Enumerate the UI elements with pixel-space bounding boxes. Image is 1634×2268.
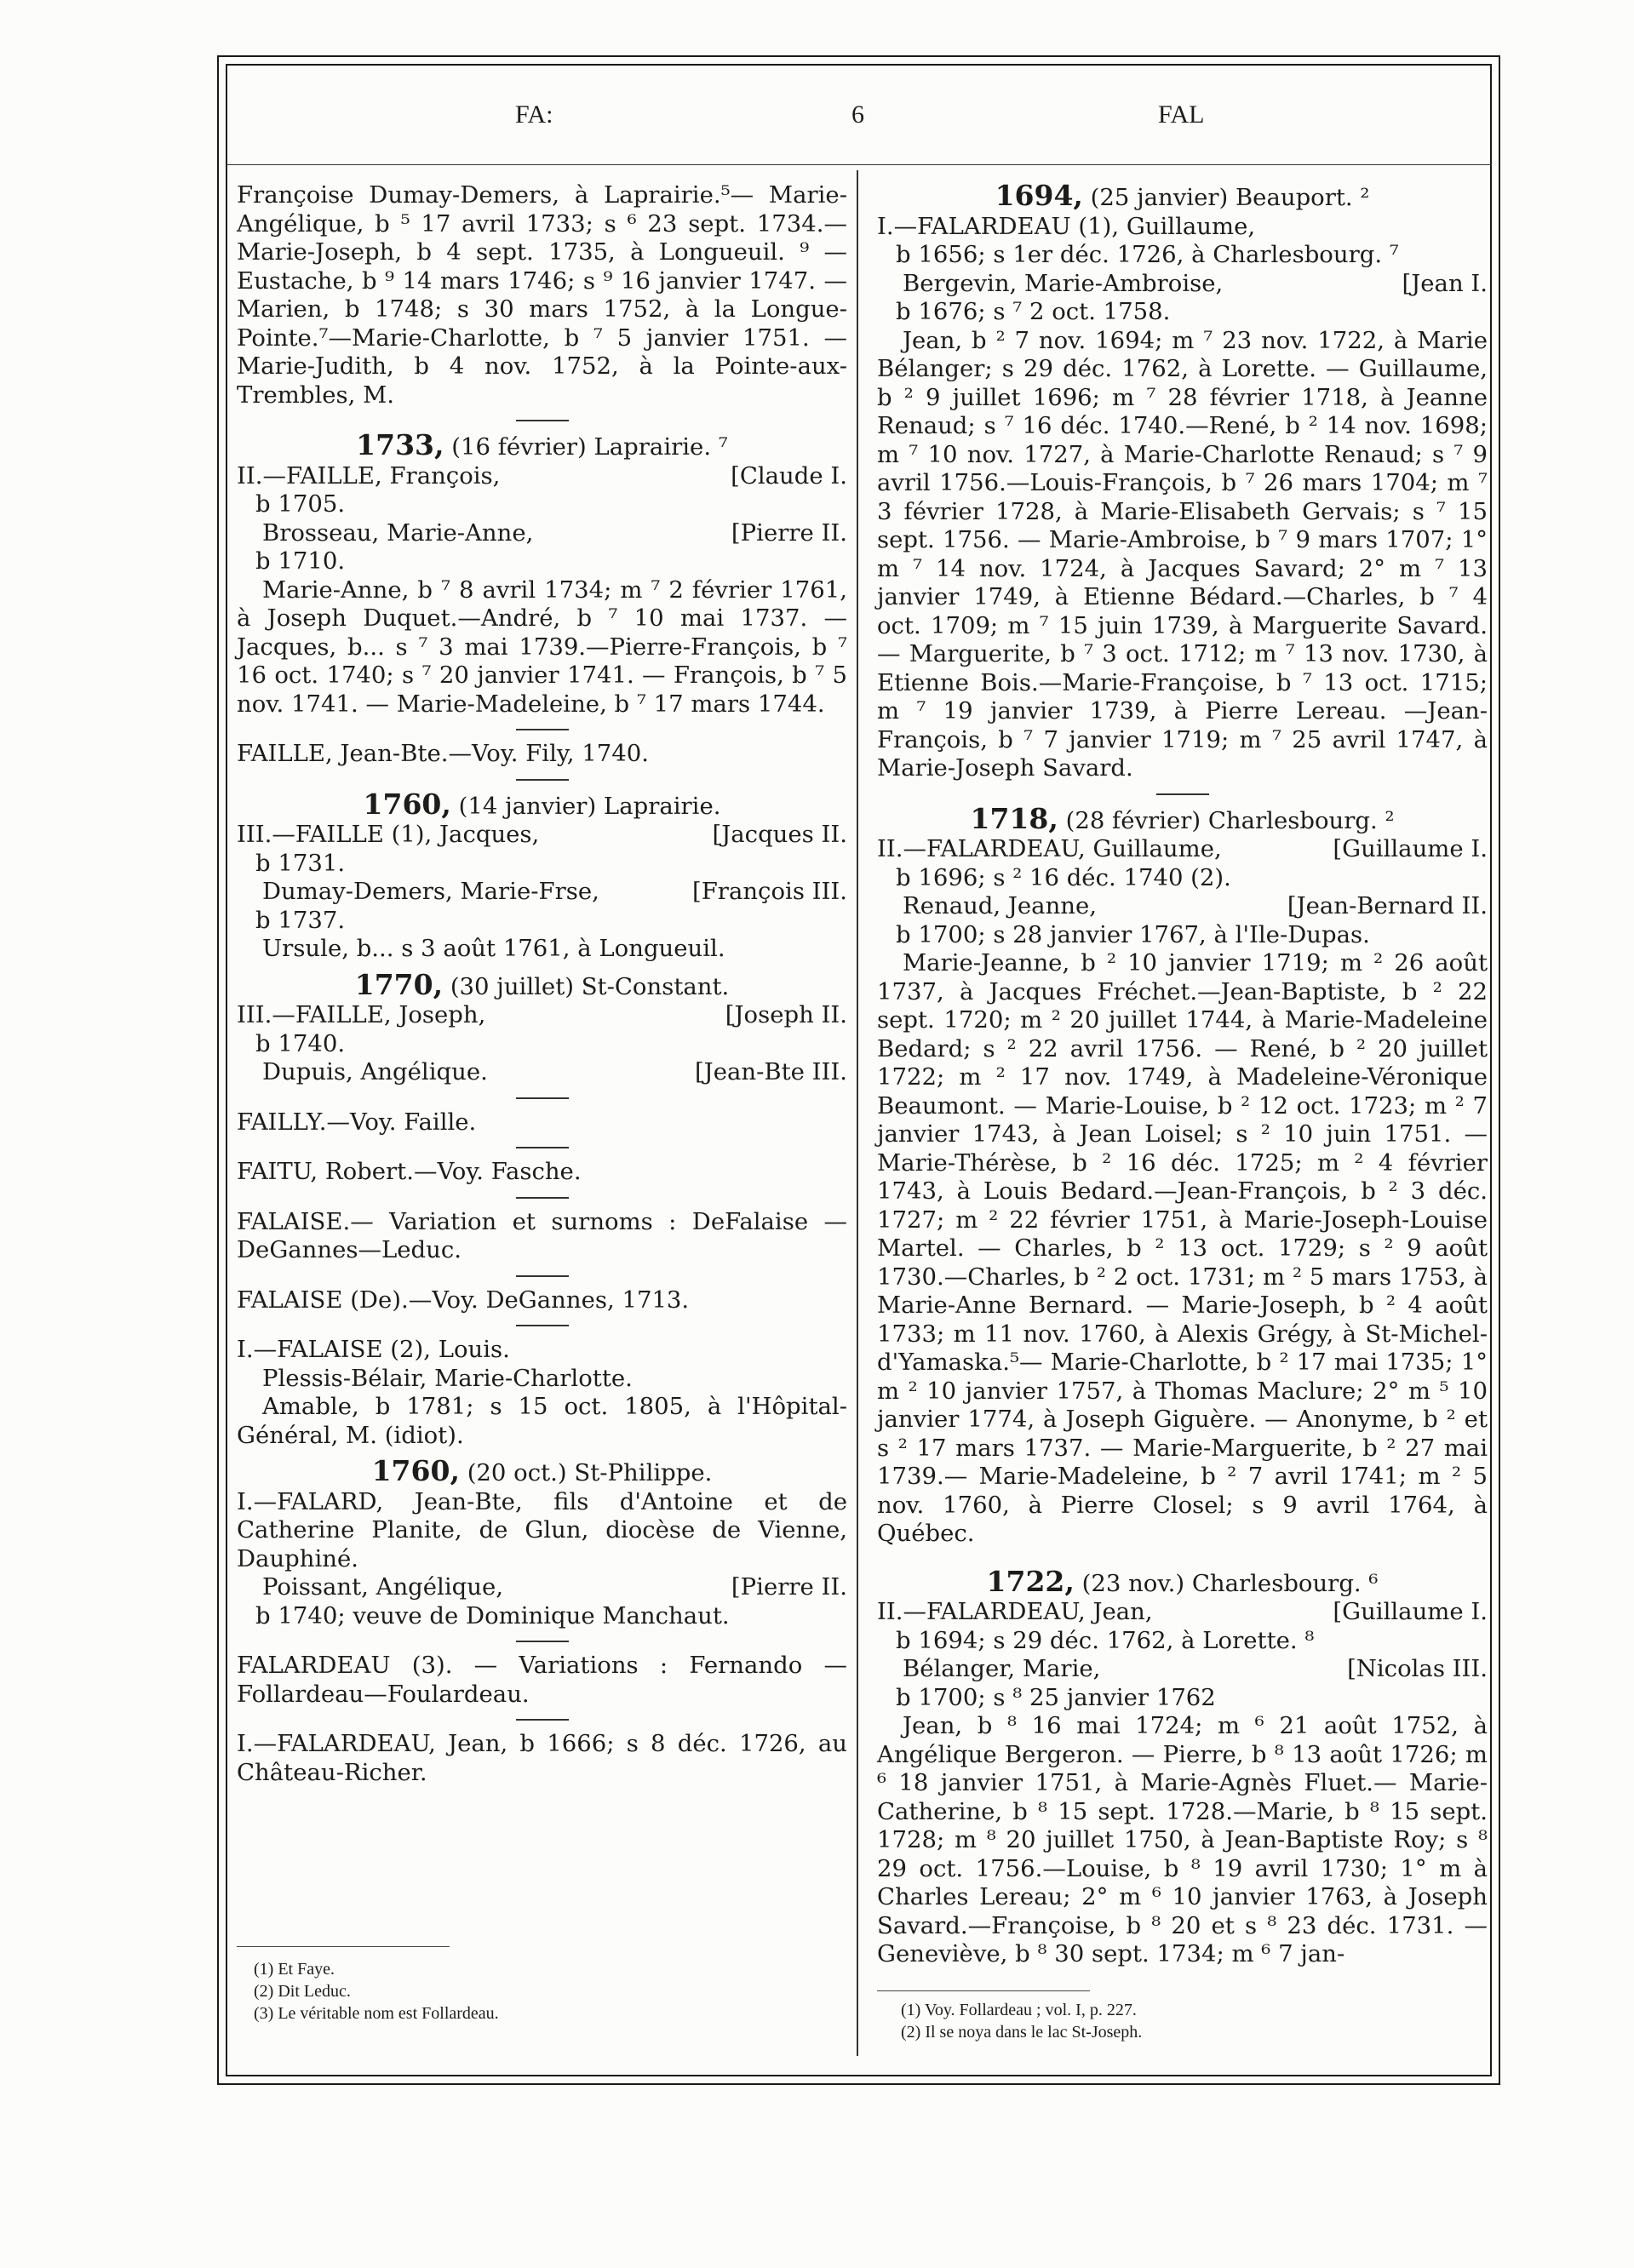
person-line (877, 835, 1488, 864)
footnote-rule-right (877, 1990, 1090, 1991)
person-line: I.—FALARD, Jean-Bte, fils d'Antoine et de Catherine Planite, de Glun, diocèse de Vienne, Dauphiné. (237, 1487, 847, 1572)
separator (516, 1641, 569, 1642)
spouse-line (237, 1573, 847, 1602)
separator (516, 1197, 569, 1199)
spouse-birth: b 1676; s ⁷ 2 oct. 1758. (896, 298, 1171, 325)
person-parent: [Guillaume I. (1333, 835, 1488, 862)
variations-entry: FALARDEAU (3). — Variations : Fernando — Follardeau—Foulardeau. (237, 1652, 847, 1708)
person-line: I.—FALAISE (2), Louis. (237, 1336, 510, 1363)
variations-entry: FALAISE.— Variation et surnoms : DeFalaise —DeGannes—Leduc. (237, 1207, 847, 1263)
spouse-parent: [Pierre II. (731, 1573, 847, 1601)
date-year: 1770, (354, 967, 444, 1001)
spouse-name: Dumay-Demers, Marie-Frse, (262, 878, 599, 905)
footnote: (1) Voy. Follardeau ; vol. I, p. 227. (901, 2001, 1137, 2019)
person-birth: b 1740. (255, 1029, 346, 1057)
date-year: 1694, (995, 179, 1083, 212)
spouse-name: Dupuis, Angélique. (262, 1058, 488, 1085)
spouse-line (237, 519, 847, 548)
children-paragraph: Amable, b 1781; s 15 oct. 1805, à l'Hôpital-Général, M. (idiot). (237, 1393, 847, 1449)
spouse-birth: b 1737. (255, 906, 346, 934)
person-birth: b 1705. (255, 490, 346, 518)
separator (516, 1275, 569, 1277)
marriage-date (877, 181, 1488, 213)
person-birth: b 1696; s ² 16 déc. 1740 (2). (896, 863, 1231, 891)
spouse-parent: [Pierre II. (731, 518, 847, 547)
entry-paragraph: Françoise Dumay-Demers, à Laprairie.⁵— Marie-Angélique, b ⁵ 17 avril 1733; s ⁶ 23 sept. 1734.—Marie-Joseph, b 4 sept. 1735, à Longueuil. ⁹ — Eustache, b ⁹ 14 mars 1746; s ⁹ 16 janvier 1747. —Marien, b 1748; s 30 mars 1752, à la Longue-Pointe.⁷—Marie-Charlotte, b ⁷ 5 janvier 1751. — Marie-Judith, b 4 nov. 1752, à la Pointe-aux-Trembles, M. (237, 181, 847, 409)
date-place: (23 nov.) Charlesbourg. ⁶ (1081, 1569, 1379, 1597)
footnotes-right (901, 1999, 1142, 2043)
person-line: I.—FALARDEAU (1), Guillaume, (877, 212, 1256, 240)
person-birth: b 1656; s 1er déc. 1726, à Charlesbourg. ⁷ (896, 241, 1399, 268)
footnote: (3) Le véritable nom est Follardeau. (254, 2004, 499, 2023)
person-name: II.—FALARDEAU, Jean, (877, 1598, 1153, 1625)
marriage-date (237, 428, 847, 462)
person-line (237, 1001, 847, 1030)
cross-reference: FALAISE (De).—Voy. DeGannes, 1713. (237, 1286, 690, 1314)
separator (516, 420, 569, 421)
date-year: 1722, (986, 1564, 1075, 1598)
column-divider (857, 170, 858, 2056)
separator (516, 1719, 569, 1721)
spouse-parent: [Nicolas III. (1347, 1655, 1488, 1682)
date-place: (20 oct.) St-Philippe. (467, 1459, 713, 1486)
spouse-birth: b 1710. (255, 547, 346, 575)
footnote: (1) Et Faye. (254, 1960, 335, 1979)
right-column (877, 181, 1488, 1969)
person-parent: [Claude I. (731, 461, 847, 490)
spouse-name: Poissant, Angélique, (262, 1573, 503, 1601)
person-line (877, 1598, 1488, 1627)
header-rule (226, 164, 1492, 165)
marriage-date (877, 801, 1488, 836)
children-paragraph: Ursule, b... s 3 août 1761, à Longueuil. (262, 935, 725, 962)
date-place: (28 février) Charlesbourg. ² (1065, 806, 1395, 834)
marriage-date (237, 967, 847, 1002)
spouse-name: Bergevin, Marie-Ambroise, (903, 269, 1224, 297)
separator (516, 779, 569, 781)
separator (516, 1097, 569, 1099)
person-birth: b 1694; s 29 déc. 1762, à Lorette. ⁸ (896, 1626, 1315, 1654)
running-head-right: FAL (1158, 100, 1205, 129)
cross-reference: FAILLY.—Voy. Faille. (237, 1108, 477, 1136)
date-year: 1718, (970, 801, 1058, 835)
page-number: 6 (851, 100, 864, 129)
person-name: II.—FAILLE, François, (237, 461, 501, 490)
spouse-name: Brosseau, Marie-Anne, (262, 518, 534, 547)
spouse-line (877, 1655, 1488, 1684)
date-place: (16 février) Laprairie. ⁷ (451, 433, 728, 461)
person-line (237, 821, 847, 850)
children-paragraph: Marie-Jeanne, b ² 10 janvier 1719; m ² 26 août 1737, à Jacques Fréchet.—Jean-Baptiste, b ² 22 sept. 1720; m ² 20 juillet 1744, à Marie-Madeleine Bedard; s ² 22 avril 1756. — René, b ² 20 juillet 1722; m ² 17 nov. 1749, à Madeleine-Véronique Beaumont. — Marie-Louise, b ² 12 oct. 1723; m ² 7 janvier 1743, à Jean Loisel; s ² 10 juin 1751. —Marie-Thérèse, b ² 16 déc. 1725; m ² 4 février 1743, à Louis Bedard.—Jean-François, b ² 3 déc. 1727; m ² 22 février 1751, à Marie-Joseph-Louise Martel. — Charles, b ² 13 oct. 1729; s ² 9 août 1730.—Charles, b ² 2 oct. 1731; m ² 5 mars 1753, à Marie-Anne Bernard. — Marie-Joseph, b ² 4 août 1733; m 11 nov. 1760, à Alexis Grégy, à St-Michel-d'Yamaska.⁵— Marie-Charlotte, b ² 17 mai 1735; 1° m ² 10 janvier 1757, à Thomas Maclure; 2° m ⁵ 10 janvier 1774, à Joseph Giguère. — Anonyme, b ² et s ² 17 mars 1737. — Marie-Marguerite, b ² 27 mai 1739.— Marie-Madeleine, b ² 7 avril 1741; m ² 5 nov. 1760, à Pierre Closel; s 9 avril 1764, à Québec. (877, 949, 1488, 1547)
separator (516, 1325, 569, 1326)
person-name: III.—FAILLE, Joseph, (237, 1001, 486, 1028)
children-paragraph: Jean, b ⁸ 16 mai 1724; m ⁶ 21 août 1752, à Angélique Bergeron. — Pierre, b ⁸ 13 août 1726; m ⁶ 18 janvier 1751, à Marie-Agnès Fluet.— Marie-Catherine, b ⁸ 15 sept. 1728.—Marie, b ⁸ 15 sept. 1728; m ⁸ 20 juillet 1750, à Jean-Baptiste Roy; s ⁸ 29 oct. 1756.—Louise, b ⁸ 19 avril 1730; 1° m à Charles Lereau; 2° m ⁶ 10 janvier 1763, à Joseph Savard.—Françoise, b ⁸ 20 et s ⁸ 23 déc. 1731. — Geneviève, b ⁸ 30 sept. 1734; m ⁶ 7 jan- (877, 1712, 1488, 1967)
date-year: 1760, (371, 1454, 460, 1487)
person-line: I.—FALARDEAU, Jean, b 1666; s 8 déc. 1726, au Château-Richer. (237, 1730, 847, 1786)
children-paragraph: Jean, b ² 7 nov. 1694; m ⁷ 23 nov. 1722, à Marie Bélanger; s 29 déc. 1762, à Lorette. — Guillaume, b ² 9 juillet 1696; m ⁷ 28 février 1718, à Jeanne Renaud; s ⁷ 16 déc. 1740.—René, b ² 14 nov. 1698; m ⁷ 10 nov. 1727, à Marie-Charlotte Renaud; s ⁷ 9 avril 1756.—Louis-François, b ⁷ 26 mars 1704; m ⁷ 3 février 1728, à Marie-Elisabeth Gervais; s ⁷ 15 sept. 1756. — Marie-Ambroise, b ⁷ 9 mars 1707; 1° m ⁷ 14 nov. 1724, à Jacques Savard; 2° m ⁷ 13 janvier 1749, à Etienne Bédard.—Charles, b ⁷ 4 oct. 1709; m ⁷ 15 juin 1739, à Marguerite Savard. — Marguerite, b ⁷ 3 oct. 1712; m ⁷ 13 nov. 1730, à Etienne Bois.—Marie-Françoise, b ⁷ 13 oct. 1715; m ⁷ 19 janvier 1739, à Pierre Lereau. —Jean-François, b ⁷ 7 janvier 1719; m ⁷ 25 avril 1747, à Marie-Joseph Savard. (877, 326, 1488, 782)
separator (516, 1147, 569, 1148)
date-year: 1760, (363, 787, 451, 821)
footnote: (2) Dit Leduc. (254, 1982, 351, 2001)
marriage-date (237, 787, 847, 822)
marriage-date (877, 1564, 1488, 1599)
spouse-birth: b 1700; s ⁸ 25 janvier 1762 (896, 1683, 1216, 1711)
spouse-line (877, 270, 1488, 299)
footnote: (2) Il se noya dans le lac St-Joseph. (901, 2023, 1143, 2042)
date-year: 1733, (356, 428, 444, 461)
date-place: (30 juillet) St-Constant. (450, 972, 730, 1000)
spouse-line (877, 892, 1488, 921)
footnotes-left (254, 1958, 499, 2025)
person-parent: [Guillaume I. (1333, 1598, 1488, 1625)
spouse-name: Bélanger, Marie, (903, 1655, 1101, 1682)
spouse-line (237, 1058, 847, 1087)
date-place: (25 janvier) Beauport. ² (1090, 184, 1370, 211)
spouse-parent: [François III. (692, 878, 847, 905)
cross-reference: FAITU, Robert.—Voy. Fasche. (237, 1158, 582, 1185)
footnote-rule-left (237, 1946, 450, 1947)
spouse-parent: [Jean-Bte III. (694, 1058, 847, 1085)
spouse-line: Plessis-Bélair, Marie-Charlotte. (262, 1364, 633, 1392)
person-line (237, 462, 847, 491)
spouse-line (237, 878, 847, 907)
separator (516, 729, 569, 730)
spouse-birth: b 1740; veuve de Dominique Manchaut. (255, 1601, 730, 1629)
running-head-left: FA: (515, 100, 553, 129)
spouse-parent: [Jean-Bernard II. (1287, 892, 1488, 919)
person-name: II.—FALARDEAU, Guillaume, (877, 835, 1222, 862)
marriage-date (237, 1454, 847, 1488)
left-column (237, 181, 847, 1787)
spouse-parent: [Jean I. (1402, 269, 1488, 297)
spouse-name: Renaud, Jeanne, (903, 892, 1098, 919)
person-name: III.—FAILLE (1), Jacques, (237, 821, 540, 848)
person-parent: [Jacques II. (712, 821, 847, 848)
person-parent: [Joseph II. (725, 1001, 847, 1028)
spouse-birth: b 1700; s 28 janvier 1767, à l'Ile-Dupas. (896, 920, 1370, 948)
children-paragraph: Marie-Anne, b ⁷ 8 avril 1734; m ⁷ 2 février 1761, à Joseph Duquet.—André, b ⁷ 10 mai 1737. —Jacques, b... s ⁷ 3 mai 1739.—Pierre-François, b ⁷ 16 oct. 1740; s ⁷ 20 janvier 1741. — François, b ⁷ 5 nov. 1741. — Marie-Madeleine, b ⁷ 17 mars 1744. (237, 576, 847, 718)
separator (1156, 793, 1209, 795)
cross-reference: FAILLE, Jean-Bte.—Voy. Fily, 1740. (237, 740, 649, 767)
date-place: (14 janvier) Laprairie. (458, 792, 721, 820)
person-birth: b 1731. (255, 849, 346, 877)
